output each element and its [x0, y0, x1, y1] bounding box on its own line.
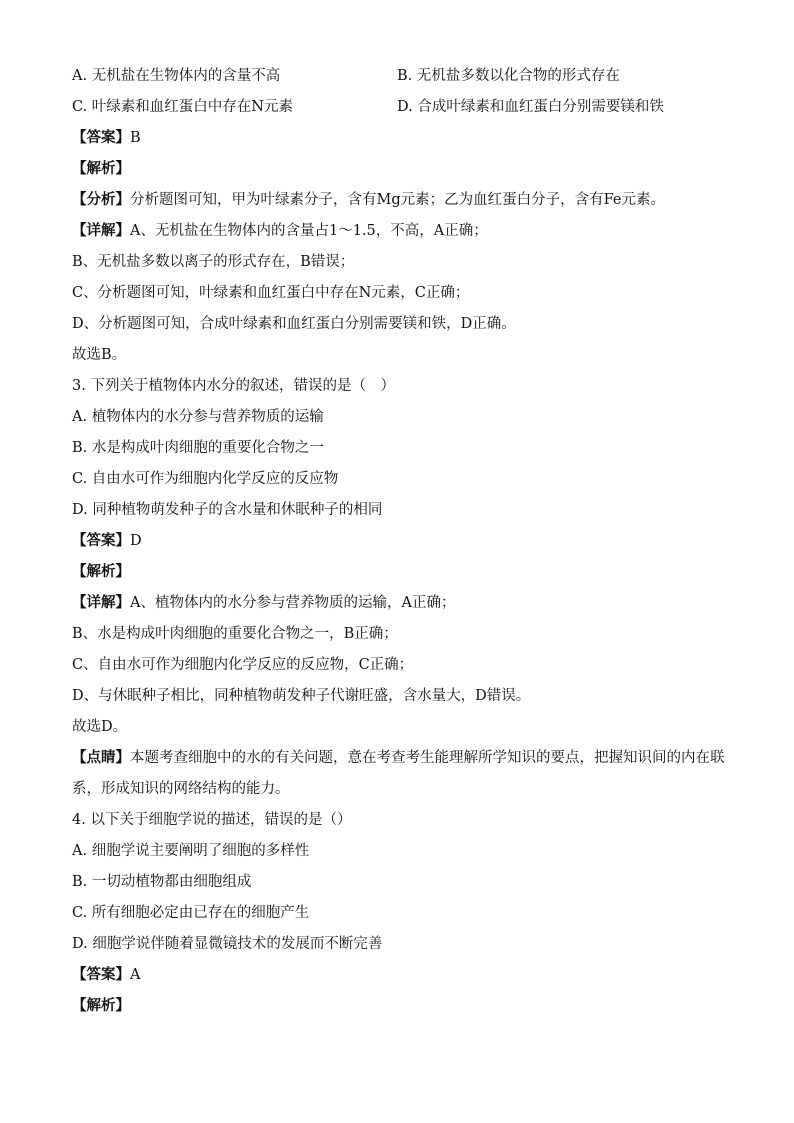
q2-option-c: C. 叶绿素和血红蛋白中存在N元素 — [72, 99, 293, 115]
fenxi-tag: 【分析】 — [72, 191, 130, 208]
q3-option-a: A. 植物体内的水分参与营养物质的运输 — [72, 409, 324, 425]
q2-option-b: B. 无机盐多数以化合物的形式存在 — [397, 68, 620, 84]
q2-detail-line-2: B、无机盐多数以离子的形式存在，B错误； — [72, 254, 355, 270]
q3-detail-line-1: 【详解】A、植物体内的水分参与营养物质的运输，A正确； — [72, 594, 456, 611]
comment-text: 本题考查细胞中的水的有关问题，意在考查考生能理解所学知识的要点，把握知识间的内在联系，形成知识的网络结构的能力。 — [72, 750, 725, 797]
q3-option-d: D. 同种植物萌发种子的含水量和休眠种子的相同 — [72, 502, 383, 518]
answer-tag: 【答案】 — [72, 966, 130, 983]
q2-options-row-2 — [72, 97, 732, 117]
q2-detail-line-3: C、分析题图可知，叶绿素和血红蛋白中存在N元素，C正确； — [72, 285, 470, 301]
q4-analysis-heading: 【解析】 — [72, 997, 130, 1014]
q2-options-row-1 — [72, 66, 732, 86]
answer-value: D — [130, 533, 142, 549]
q3-option-b: B. 水是构成叶肉细胞的重要化合物之一 — [72, 440, 324, 456]
q3-option-c: C. 自由水可作为细胞内化学反应的反应物 — [72, 471, 339, 487]
answer-value: B — [130, 130, 141, 146]
q2-answer — [72, 128, 141, 148]
q3-answer — [72, 531, 142, 551]
q4-answer — [72, 965, 140, 985]
q3-analysis-heading: 【解析】 — [72, 563, 130, 580]
comment-tag: 【点睛】 — [72, 749, 130, 766]
q3-stem: 3. 下列关于植物体内水分的叙述，错误的是（ ） — [72, 378, 395, 394]
q2-analysis-heading: 【解析】 — [72, 160, 130, 177]
q4-option-a: A. 细胞学说主要阐明了细胞的多样性 — [72, 843, 310, 859]
answer-value: A — [130, 967, 141, 983]
q2-fenxi — [72, 190, 665, 210]
q4-option-b: B. 一切动植物都由细胞组成 — [72, 874, 252, 890]
q2-detail-line-4: D、分析题图可知，合成叶绿素和血红蛋白分别需要镁和铁，D正确。 — [72, 316, 516, 332]
answer-tag: 【答案】 — [72, 532, 130, 549]
q3-detail-line-3: C、自由水可作为细胞内化学反应的反应物，C正确； — [72, 657, 414, 673]
q2-option-d: D. 合成叶绿素和血红蛋白分别需要镁和铁 — [397, 99, 664, 115]
q3-detail-line-2: B、水是构成叶肉细胞的重要化合物之一，B正确； — [72, 626, 398, 642]
answer-tag: 【答案】 — [72, 129, 130, 146]
q3-detail-line-4: D、与休眠种子相比，同种植物萌发种子代谢旺盛，含水量大，D错误。 — [72, 688, 531, 704]
fenxi-text: 分析题图可知，甲为叶绿素分子，含有Mg元素；乙为血红蛋白分子，含有Fe元素。 — [130, 192, 665, 208]
q4-option-c: C. 所有细胞必定由已存在的细胞产生 — [72, 905, 310, 921]
q4-stem: 4. 以下关于细胞学说的描述，错误的是（） — [72, 812, 352, 828]
detail-tag: 【详解】 — [72, 594, 130, 611]
q3-conclusion: 故选D。 — [72, 719, 128, 735]
q2-conclusion: 故选B。 — [72, 347, 127, 363]
q2-option-a: A. 无机盐在生物体内的含量不高 — [72, 68, 281, 84]
q3-comment — [72, 742, 732, 805]
q2-detail-line-1: 【详解】A、无机盐在生物体内的含量占1～1.5，不高，A正确； — [72, 222, 488, 239]
detail-tag: 【详解】 — [72, 222, 130, 239]
q4-option-d: D. 细胞学说伴随着显微镜技术的发展而不断完善 — [72, 936, 383, 952]
